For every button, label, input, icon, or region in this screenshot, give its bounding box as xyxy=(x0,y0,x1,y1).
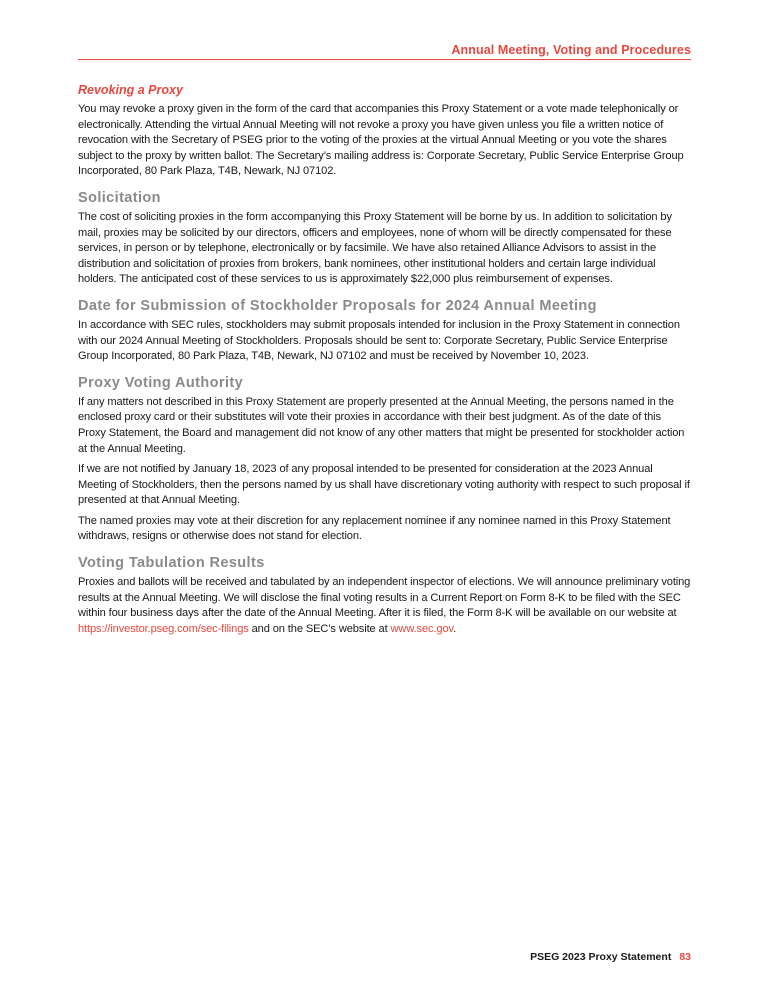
authority-heading: Proxy Voting Authority xyxy=(78,374,244,391)
authority-paragraph-2: If we are not notified by January 18, 2023 of any proposal intended to be presented for consideration at the 2023 Annual Meeting of Stockholders, then the persons named by us shall have discretionary voting authority with respect to such proposal if presented at that Annual Meeting. xyxy=(78,463,690,507)
footer-doc-title: PSEG 2023 Proxy Statement xyxy=(530,951,672,963)
submission-paragraph: In accordance with SEC rules, stockholders may submit proposals intended for inclusion in the Proxy Statement in connection with our 2024 Annual Meeting of Stockholders. Proposals should be sent to: Corporate Secretary, Public Service Enterprise Group Incorporated, 80 Park Plaza, T4B, Newark, NJ 07102 and must be received by November 10, 2023. xyxy=(78,318,680,363)
tabulation-paragraph xyxy=(78,575,691,637)
tabulation-text-end: . xyxy=(453,622,457,635)
tabulation-text-start: Proxies and ballots will be received and tabulated by an independent inspector of elections. We will announce preliminary voting results at the Annual Meeting. We will disclose the final voting results in a Current Report on Form 8-K to be filed with the SEC within four business days after the date of the Annual Meeting. After it is filed, the Form 8-K will be available on our website at xyxy=(78,576,691,620)
tabulation-heading: Voting Tabulation Results xyxy=(78,555,265,572)
authority-paragraph-1: If any matters not described in this Proxy Statement are properly presented at the Annual Meeting, the persons named in the enclosed proxy card or their substitutes will vote their proxies in accordance with their best judgment. As of the date of this Proxy Statement, the Board and management did not know of any other matters that might be presented for stockholder action at the Annual Meeting. xyxy=(78,395,685,455)
page-header xyxy=(78,41,691,60)
page-footer xyxy=(530,951,691,963)
authority-paragraph-3: The named proxies may vote at their discretion for any replacement nominee if any nominee named in this Proxy Statement withdraws, resigns or otherwise does not stand for election. xyxy=(78,514,671,543)
tabulation-text-mid: and on the SEC’s website at xyxy=(248,622,391,635)
submission-heading: Date for Submission of Stockholder Proposals for 2024 Annual Meeting xyxy=(78,297,597,314)
solicitation-paragraph: The cost of soliciting proxies in the form accompanying this Proxy Statement will be borne by us. In addition to solicitation by mail, proxies may be solicited by our directors, officers and employees, none of whom will be directly compensated for these services, in person or by telephone, electronically or by facsimile. We have also retained Alliance Advisors to assist in the distribution and solicitation of proxies from brokers, bank nominees, other institutional holders and certain large individual holders. The anticipated cost of these services to us is approximately $22,000 plus reimbursement of expenses. xyxy=(78,210,672,286)
sec-gov-link[interactable]: www.sec.gov xyxy=(390,622,454,635)
page-number: 83 xyxy=(679,951,691,963)
revoking-heading: Revoking a Proxy xyxy=(78,83,183,97)
solicitation-heading: Solicitation xyxy=(78,189,161,206)
document-body xyxy=(78,82,691,642)
revoking-paragraph: You may revoke a proxy given in the form of the card that accompanies this Proxy Statement or a vote made telephonically or electronically. Attending the virtual Annual Meeting will not revoke a proxy you have given unless you file a written notice of revocation with the Secretary of PSEG prior to the voting of the proxies at the virtual Annual Meeting or you vote the shares subject to the proxy by written ballot. The Secretary’s mailing address is: Corporate Secretary, Public Service Enterprise Group Incorporated, 80 Park Plaza, T4B, Newark, NJ 07102. xyxy=(78,103,684,178)
sec-filings-link[interactable]: https://investor.pseg.com/sec-filings xyxy=(78,622,249,635)
section-title: Annual Meeting, Voting and Procedures xyxy=(451,43,691,57)
